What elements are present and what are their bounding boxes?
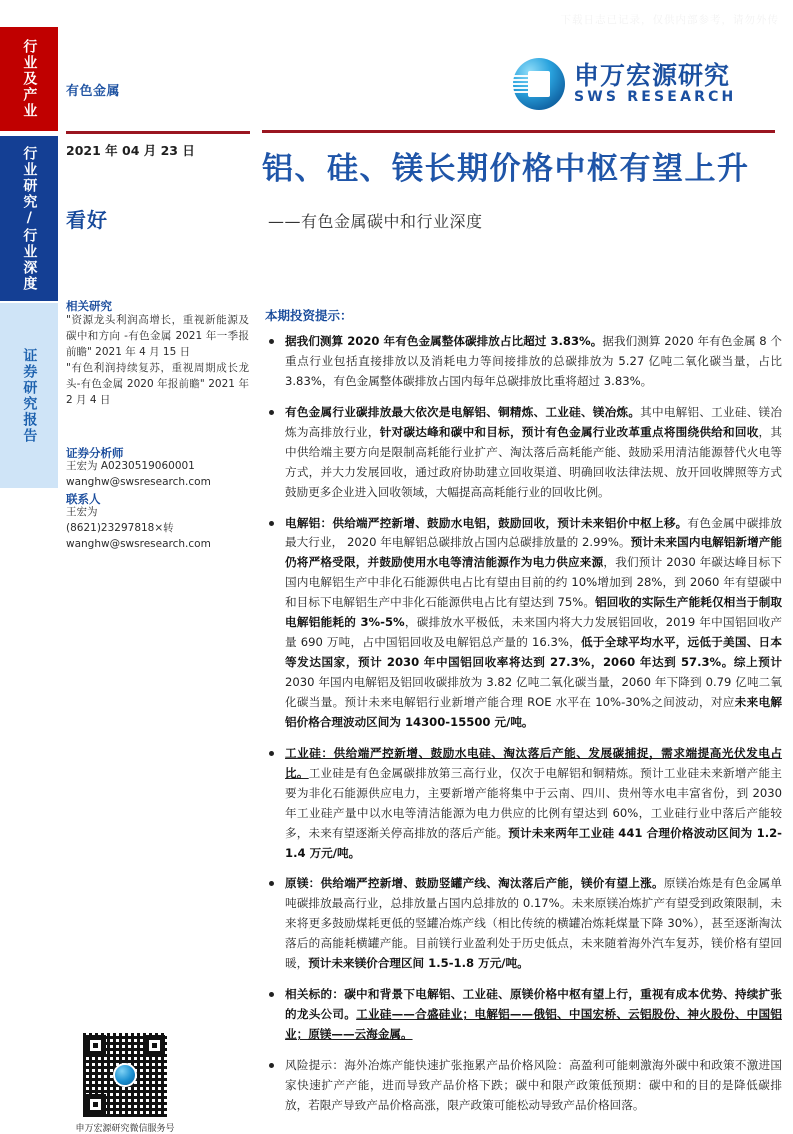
qr-code-block (70, 1033, 180, 1134)
qr-code-image (83, 1033, 167, 1117)
related-research-item: "有色利润持续复苏，重视周期成长龙头-有色金属 2020 年报前瞻" 2021 年 2 月 4 日 (66, 361, 249, 406)
contact-phone: (8621)23297818×转 (66, 521, 174, 534)
bullet-industrial-silicon: 工业硅：供给端严控新增、鼓励水电硅、淘汰落后产能、发展碳捕捉，需求端提高光伏发电占比。工业硅是有色金属碳排放第三高行业，仅次于电解铝和铜精炼。预计工业硅未来新增产能主要为非化石能源供应电力，主要新增产能将集中于云南、四川、贵州等水电丰富省份，到 2030 年工业硅产量中以水电等清洁能源为电力供应的比例有望达到 60%，工业硅行业中落后产能较多，未来有望逐渐关停高排放的落后产能。预计未来两年工业硅 441 合理价格波动区间为 1.2-1.4 万元/吨。 (265, 744, 782, 864)
page-title: 铝、硅、镁长期价格中枢有望上升 (262, 151, 750, 187)
left-column-divider (66, 131, 250, 134)
bullet-electrolytic-aluminum: 电解铝：供给端严控新增、鼓励水电铝，鼓励回收，预计未来铝价中枢上移。有色金属中碳排放最大行业， 2020 年电解铝总碳排放占国内总碳排放量的 2.99%。预计未来国内电解铝新增产能仍将严格受限，并鼓励使用水电等清洁能源作为电力供应来源，我们预计 2030 年碳达峰目标下国内电解铝生产中非化石能源供电占比有望由目前的约 10%增加到 28%，到 2060 年有望碳中和目标下电解铝生产中非化石能源供电占比有望达到 75%。铝回收的实际生产能耗仅相当于制取电解铝能耗的 3%-5%，碳排放水平极低，未来国内将大力发展铝回收，2019 年中国铝回收产量 690 万吨，占中国铝回收及电解铝总产量的 16.3%，低于全球平均水平，远低于美国、日本等发达国家，预计 2030 年中国铝回收率将达到 27.3%，2060 年达到 57.3%。综上预计 2030 年国内电解铝及铝回收碳排放为 3.82 亿吨二氧化碳当量，2060 年下降到 0.79 亿吨二氧化碳当量。预计未来电解铝行业新增产能合理 ROE 水平在 10%-30%之间波动，对应未来电解铝价格合理波动区间为 14300-15500 元/吨。 (265, 514, 782, 733)
contact-heading: 联系人 (66, 492, 101, 506)
related-research-item: "资源龙头利润高增长，重视新能源及碳中和方向 -有色金属 2021 年一季报前瞻" 2021 年 4 月 15 日 (66, 314, 249, 358)
contact-info (66, 505, 249, 552)
bullet-magnesium: 原镁：供给端严控新增、鼓励竖罐产线、淘汰落后产能，镁价有望上涨。原镁冶炼是有色金属单吨碳排放最高行业，总排放量占国内总排放的 0.17%。未来原镁冶炼扩产有望受到政策限制，未来将更多鼓励煤耗更低的竖罐冶炼产线（相比传统的横罐冶炼耗煤量下降 30%），甚至逐渐淘汰落后的高能耗横罐产能。目前镁行业盈利处于历史低点，未来随着海外汽车复苏，镁价格有望回暖，预计未来镁价合理区间 1.5-1.8 万元/吨。 (265, 874, 782, 974)
brand-logo (513, 58, 736, 110)
investment-tips-list (265, 332, 782, 1127)
sidebar-banner-industry-label: 行业及产业 (21, 39, 38, 119)
bullet-carbon-share: 据我们测算 2020 年有色金属整体碳排放占比超过 3.83%。据我们测算 2020 年有色金属 8 个重点行业包括直接排放以及消耗电力等间接排放的总碳排放为 5.27 亿吨二氧化碳当量，占比 3.83%，有色金属整体碳排放占国内每年总碳排放比重将超过 3.83%。 (265, 332, 782, 392)
sws-logo-icon (513, 58, 565, 110)
related-research-heading: 相关研究 (66, 299, 112, 313)
bullet-industry-ranking: 有色金属行业碳排放最大依次是电解铝、铜精炼、工业硅、镁冶炼。其中电解铝、工业硅、镁冶炼为高排放行业，针对碳达峰和碳中和目标，预计有色金属行业改革重点将围绕供给和回收，其中供给端主要方向是限制高耗能行业扩产、淘汰落后高耗能产能、鼓励采用清洁能源替代火电等方式，并大力发展回收，通过政府协助建立回收渠道、明确回收法律法规、放开回收牌照等方式鼓励更多企业进入回收领域，大幅提高高耗能行业的回收比例。 (265, 403, 782, 503)
related-research-list (66, 313, 249, 409)
qr-center-logo-icon (113, 1063, 137, 1087)
qr-code-caption: 申万宏源研究微信服务号 (75, 1124, 175, 1134)
rating-badge: 看好 (66, 208, 108, 232)
sidebar-banner-report-label: 证券研究报告 (21, 347, 38, 444)
brand-name-cn: 申万宏源研究 (574, 60, 731, 90)
investment-tips-heading: 本期投资提示： (265, 308, 353, 323)
sidebar-banner-research (0, 136, 58, 301)
sidebar-banner-research-label: 行业研究/行业深度 (21, 145, 38, 292)
sidebar-banner-industry (0, 27, 58, 131)
bullet-risk: 风险提示：海外冶炼产能快速扩张拖累产品价格风险：高盈利可能刺激海外碳中和政策不激进国家快速扩产产能，进而导致产品价格下跌；碳中和限产政策低预期：碳中和的目的是降低碳排放，若限产导致产品价格高涨，限产政策可能松动导致产品价格回落。 (265, 1056, 782, 1116)
sidebar-banner-report (0, 303, 58, 488)
sector-name: 有色金属 (66, 84, 121, 99)
report-date: 2021 年 04 月 23 日 (66, 143, 195, 158)
qr-finder-bottom-left (85, 1094, 106, 1115)
qr-finder-top-right (144, 1035, 165, 1056)
brand-name-en: SWS RESEARCH (574, 88, 737, 105)
contact-email[interactable]: wanghw@swsresearch.com (66, 537, 211, 550)
analyst-email[interactable]: wanghw@swsresearch.com (66, 475, 211, 488)
brand-logo-text (574, 60, 737, 106)
watermark-text: 下载日志已记录，仅供内部参考，请勿外传 (560, 14, 779, 26)
header-divider (262, 130, 775, 133)
page-subtitle: ——有色金属碳中和行业深度 (268, 212, 483, 231)
bullet-related-targets: 相关标的：碳中和背景下电解铝、工业硅、原镁价格中枢有望上行，重视有成本优势、持续扩张的龙头公司。工业硅——合盛硅业；电解铝——俄铝、中国宏桥、云铝股份、神火股份、中国铝业；原镁——云海金属。 (265, 985, 782, 1045)
analyst-heading: 证券分析师 (66, 446, 124, 460)
contact-name: 王宏为 (66, 506, 98, 518)
analyst-info (66, 459, 249, 491)
analyst-name-id: 王宏为 A0230519060001 (66, 460, 195, 472)
qr-finder-top-left (85, 1035, 106, 1056)
